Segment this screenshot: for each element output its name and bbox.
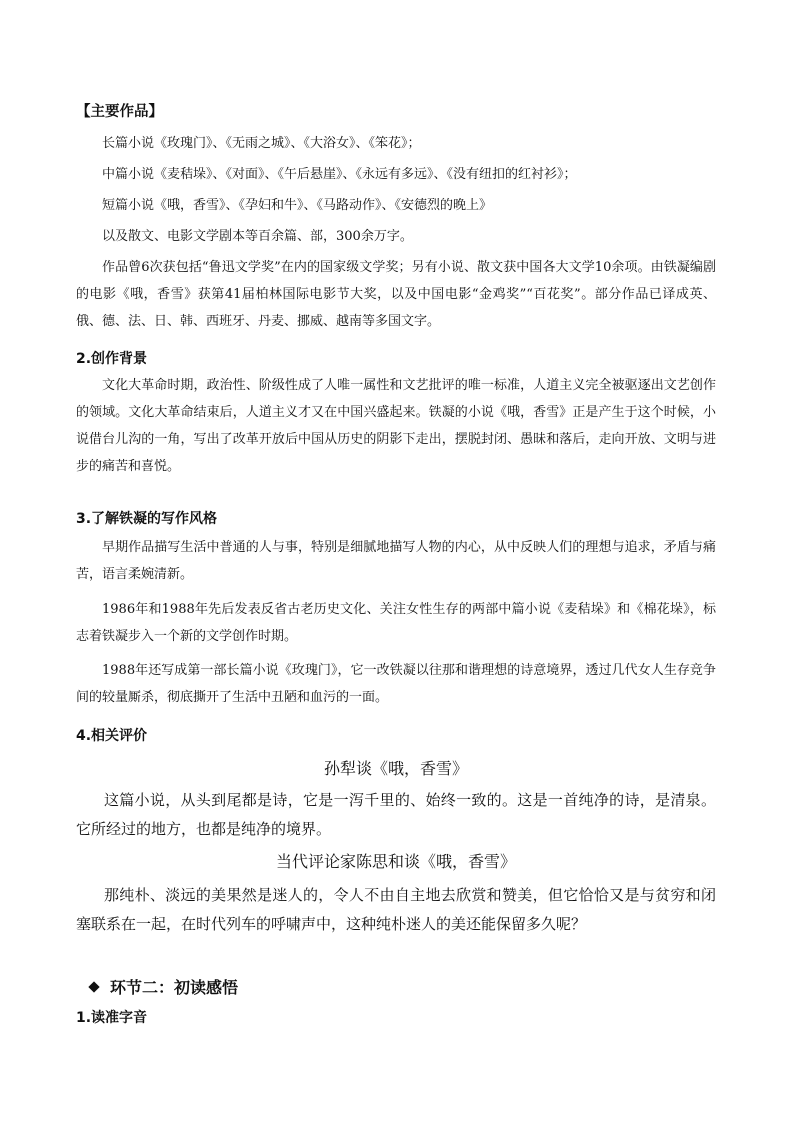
review-title-chensihe: 当代评论家陈思和谈《哦，香雪》 <box>275 852 516 871</box>
section2-subheading: 1.读准字音 <box>76 1010 148 1026</box>
section2-heading: 环节二：初读感悟 <box>110 978 239 997</box>
works-item-others: 以及散文、电影文学剧本等百余篇、部，300余万字。 <box>102 229 413 244</box>
review-text-sunli: 这篇小说，从头到尾都是诗，它是一泻千里的、始终一致的。这是一首纯净的诗，是清泉。它所经过的地方，也都是纯净的境界。 <box>76 791 716 838</box>
awards-paragraph: 作品曾6次获包括“鲁迅文学奖”在内的国家级文学奖；另有小说、散文获中国各大文学10余项。由铁凝编剧的电影《哦，香雪》获第41届柏林国际电影节大奖，以及中国电影“金鸡奖”“百花奖”。部分作品已译成英、俄、德、法、日、韩、西班牙、丹麦、挪威、越南等多国文字。 <box>76 260 716 329</box>
section2-heading-row <box>90 975 238 998</box>
works-heading: 【主要作品】 <box>76 104 163 120</box>
works-item-novels: 长篇小说《玫瑰门》、《无雨之城》、《大浴女》、《笨花》； <box>102 136 421 151</box>
works-item-novellas: 中篇小说《麦秸垛》、《对面》、《午后悬崖》、《永远有多远》、《没有纽扣的红衬衫》； <box>102 167 577 182</box>
background-heading: 2.创作背景 <box>76 351 148 367</box>
works-item-short-stories: 短篇小说《哦，香雪》、《孕妇和牛》、《马路动作》、《安德烈的晚上》 <box>102 198 493 213</box>
background-paragraph: 文化大革命时期，政治性、阶级性成了人唯一属性和文艺批评的唯一标准，人道主义完全被驱逐出文艺创作的领域。文化大革命结束后，人道主义才又在中国兴盛起来。铁凝的小说《哦，香雪》正是产生于这个时候，小说借台儿沟的一角，写出了改革开放后中国从历史的阴影下走出，摆脱封闭、愚昧和落后，走向开放、文明与进步的痛苦和喜悦。 <box>76 378 716 474</box>
reviews-heading: 4.相关评价 <box>76 728 148 744</box>
diamond-bullet-icon <box>88 981 99 992</box>
style-paragraph-1988: 1988年还写成第一部长篇小说《玫瑰门》，它一改铁凝以往那和谐理想的诗意境界，透过几代女人生存竞争间的较量厮杀，彻底撕开了生活中丑陋和血污的一面。 <box>76 663 716 705</box>
style-paragraph-1986: 1986年和1988年先后发表反省古老历史文化、关注女性生存的两部中篇小说《麦秸垛》和《棉花垛》，标志着铁凝步入一个新的文学创作时期。 <box>76 602 716 644</box>
review-text-chensihe: 那纯朴、淡远的美果然是迷人的，令人不由自主地去欣赏和赞美，但它恰恰又是与贫穷和闭塞联系在一起，在时代列车的呼啸声中，这种纯朴迷人的美还能保留多久呢？ <box>76 886 716 933</box>
style-heading: 3.了解铁凝的写作风格 <box>76 511 218 527</box>
style-paragraph-early: 早期作品描写生活中普通的人与事，特别是细腻地描写人物的内心，从中反映人们的理想与追求，矛盾与痛苦，语言柔婉清新。 <box>76 540 716 582</box>
review-title-sunli: 孙犁谈《哦，香雪》 <box>323 759 468 778</box>
